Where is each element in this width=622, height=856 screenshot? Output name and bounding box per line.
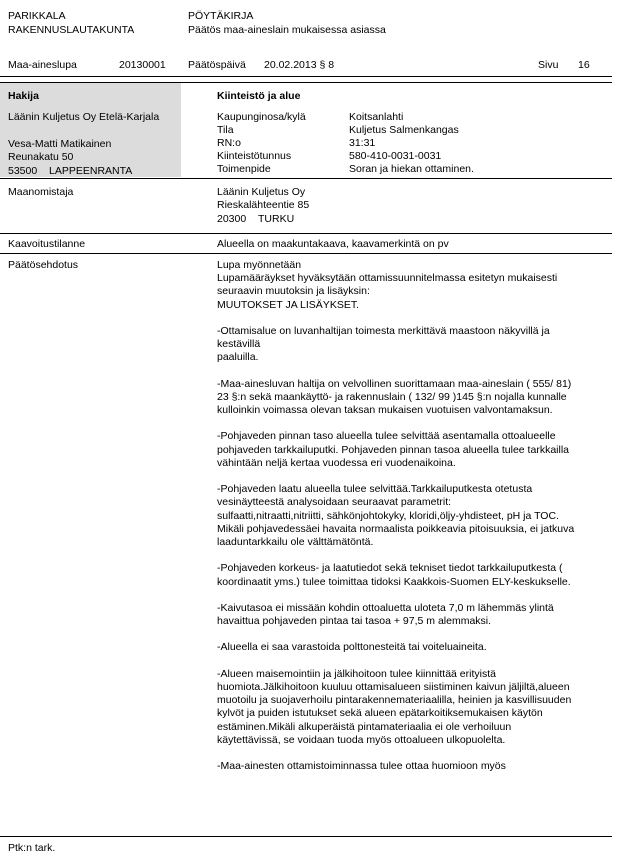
decision-blank-line — [217, 312, 607, 325]
zoning-label: Kaavoitustilanne — [8, 238, 86, 250]
owner-street: Rieskalähteentie 85 — [217, 199, 310, 211]
decision-blank-line — [217, 365, 607, 378]
decision-line: kestävillä — [217, 338, 261, 351]
property-value: Koitsanlahti — [349, 111, 404, 123]
decision-line: seuraavin muutoksin ja lisäyksin: — [217, 285, 370, 298]
owner-name: Läänin Kuljetus Oy — [217, 186, 306, 198]
property-value: 31:31 — [349, 137, 376, 149]
decision-line: MUUTOKSET JA LISÄYKSET. — [217, 298, 359, 311]
page-label: Sivu — [538, 59, 559, 71]
doc-subtitle: Päätös maa-aineslain mukaisessa asiassa — [188, 24, 386, 36]
minutes-check-label: Ptk:n tark. — [8, 842, 56, 854]
decision-line: vesinäytteestä analysoidaan seuraavat parametrit: — [217, 496, 452, 509]
decision-line: koordinaatit yms.) tulee toimittaa tidoksi Kaakkois-Suomen ELY-keskukselle. — [217, 575, 571, 588]
decision-line: -Pohjaveden korkeus- ja laatutiedot sekä tekniset tiedot tarkkailuputkesta ( — [217, 562, 563, 575]
decision-line: -Ottamisalue on luvanhaltijan toimesta merkittävä maastoon näkyvillä ja — [217, 324, 550, 337]
property-value: 580-410-0031-0031 — [349, 150, 442, 162]
decision-date-label: Päätöspäivä — [188, 59, 246, 71]
footer-divider — [0, 836, 612, 837]
decision-line: havaittua pohjaveden pintaa tai tasoa + 97,5 m alemmaksi. — [217, 615, 492, 628]
decision-label: Päätösehdotus — [8, 259, 79, 271]
property-label: Toimenpide — [217, 163, 271, 175]
decision-line: Lupa myönnetään — [217, 259, 302, 271]
decision-line: käytettävissä, se voidaan tuoda myös ottoalueen ulkopuolelta. — [217, 733, 506, 746]
decision-blank-line — [217, 628, 607, 641]
decision-line: -Alueen maisemointiin ja jälkihoitoon tulee kiinnittää erityistä — [217, 667, 496, 680]
decision-line: laaduntarkkailu ole välttämätöntä. — [217, 535, 374, 548]
permit-number: 20130001 — [119, 59, 166, 71]
decision-blank-line — [217, 417, 607, 430]
section-divider — [0, 178, 612, 179]
property-label: Kiinteistötunnus — [217, 150, 292, 162]
decision-line: 23 §:n sekä maankäyttö- ja rakennuslain ( 132/ 99 )145 §:n nojalla kunnalle — [217, 390, 567, 403]
owner-postal: 20300 — [217, 213, 247, 225]
org-committee: RAKENNUSLAUTAKUNTA — [8, 24, 135, 36]
decision-line: kulloinkin voimassa olevan taksan mukaisen vuotuisen valvontamaksun. — [217, 404, 553, 417]
decision-line: kylvöt ja puiden istutukset sekä alueen epätarkoitiksemukaisen käytön — [217, 707, 543, 720]
decision-line: -Pohjaveden laatu alueella tulee selvittää.Tarkkailuputkesta otetusta — [217, 483, 533, 496]
decision-line: -Alueella ei saa varastoida polttonesteitä tai voiteluaineita. — [217, 641, 487, 654]
doc-type: PÖYTÄKIRJA — [188, 10, 254, 22]
section-divider — [0, 253, 612, 254]
property-label: RN:o — [217, 137, 241, 149]
property-title: Kiinteistö ja alue — [217, 90, 301, 102]
applicant-title: Hakija — [8, 90, 39, 102]
decision-date: 20.02.2013 § 8 — [264, 59, 335, 71]
property-value: Soran ja hiekan ottaminen. — [349, 163, 474, 175]
decision-blank-line — [217, 589, 607, 602]
org-name: PARIKKALA — [8, 10, 66, 22]
decision-line: -Pohjaveden pinnan taso alueella tulee selvittää asentamalla ottoalueelle — [217, 430, 556, 443]
decision-line: estäminen.Mikäli alkuperäistä pintamateriaalia ei ole verhoiluun — [217, 720, 512, 733]
decision-line: paaluilla. — [217, 351, 259, 364]
applicant-company: Läänin Kuljetus Oy Etelä-Karjala — [8, 111, 160, 123]
decision-line: -Maa-ainesten ottamistoiminnassa tulee ottaa huomioon myös — [217, 760, 506, 773]
decision-line: vähintään neljä kertaa vuodessa eri vuodenaikoina. — [217, 456, 456, 469]
owner-label: Maanomistaja — [8, 186, 74, 198]
decision-line: -Maa-ainesluvan haltija on velvollinen suorittamaan maa-aineslain ( 555/ 81) — [217, 377, 572, 390]
property-label: Kaupunginosa/kylä — [217, 111, 306, 123]
owner-city: TURKU — [258, 213, 295, 225]
decision-text — [217, 259, 607, 773]
decision-line: pohjaveden tarkkailuputki. Pohjaveden pinnan tasoa alueella tulee tarkkailla — [217, 443, 569, 456]
property-values — [349, 111, 474, 176]
decision-blank-line — [217, 747, 607, 760]
decision-line: huomiota.Jälkihoitoon kuuluu ottamisalueen siistiminen kaivun jäljiltä,alueen — [217, 681, 570, 693]
decision-line: Mikäli pohjavedessäei havaita normaalista poikkeavia pitoisuuksia, ei jatkuva — [217, 522, 575, 535]
section-divider — [0, 233, 612, 234]
decision-line: muotoilu ja suojaverhoilu pintarakennemateriaalilla, heinien ja kasvillisuuden — [217, 694, 572, 707]
property-value: Kuljetus Salmenkangas — [349, 124, 459, 136]
decision-line: Lupamääräykset hyväksytään ottamissuunnitelmassa esitetyn mukaisesti — [217, 272, 558, 285]
applicant-street: Reunakatu 50 — [8, 151, 74, 163]
applicant-postal: 53500 — [8, 165, 38, 177]
permit-label: Maa-aineslupa — [8, 59, 77, 71]
property-label: Tila — [217, 124, 234, 136]
zoning-value: Alueella on maakuntakaava, kaavamerkintä on pv — [217, 238, 449, 250]
decision-blank-line — [217, 655, 607, 668]
decision-line: sulfaatti,nitraatti,nitriitti, sähkönjohtokyky, kloridi,öljy-yhdisteet, pH ja TOC. — [217, 509, 559, 522]
decision-blank-line — [217, 549, 607, 562]
header-divider — [0, 76, 612, 77]
decision-line: -Kaivutasoa ei missään kohdin ottoaluetta uloteta 7,0 m lähemmäs ylintä — [217, 601, 554, 614]
decision-blank-line — [217, 470, 607, 483]
applicant-city: LAPPEENRANTA — [49, 165, 133, 177]
property-labels — [217, 111, 306, 176]
page-number: 16 — [578, 59, 590, 71]
applicant-person: Vesa-Matti Matikainen — [8, 138, 112, 150]
